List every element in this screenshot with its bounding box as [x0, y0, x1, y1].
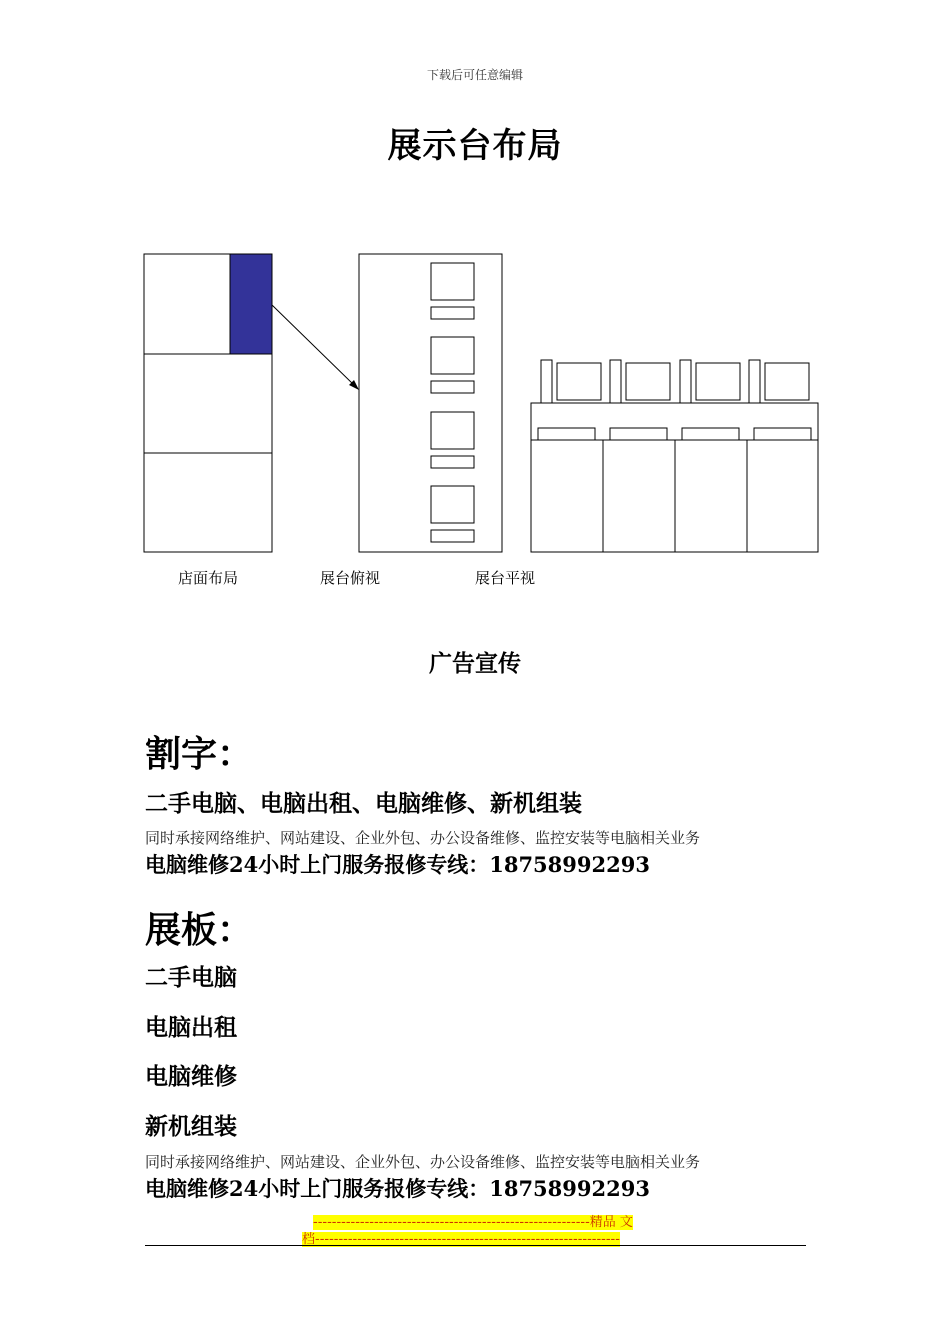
cut-letters-hotline: 电脑维修24小时上门服务报修专线：18758992293: [145, 852, 650, 877]
display-board-item: 电脑维修: [145, 1063, 237, 1090]
cut-letters-services: 同时承接网络维护、网站建设、企业外包、办公设备维修、监控安装等电脑相关业务: [145, 829, 701, 847]
store-layout-figure: [144, 254, 272, 552]
display-board-item: 二手电脑: [145, 964, 237, 991]
cut-letters-slogan: 二手电脑、电脑出租、电脑维修、新机组装: [145, 790, 582, 817]
footer-text-2: 档-----------------------------------------------------------------: [302, 1232, 620, 1247]
footer-text-1: -----------------------------------------------------------精品 文: [313, 1215, 633, 1230]
highlight-block: [230, 254, 272, 354]
display-board-services: 同时承接网络维护、网站建设、企业外包、办公设备维修、监控安装等电脑相关业务: [145, 1153, 701, 1171]
section-title: 广告宣传: [429, 650, 521, 677]
page-title: 展示台布局: [387, 126, 563, 166]
cut-letters-heading: 割字：: [145, 733, 254, 775]
top-view-figure: [359, 254, 502, 552]
display-board-hotline: 电脑维修24小时上门服务报修专线：18758992293: [145, 1176, 650, 1201]
display-board-heading: 展板：: [145, 909, 254, 951]
header-note: 下载后可任意编辑: [426, 68, 523, 82]
caption-front-view: 展台平视: [475, 569, 536, 587]
footer-divider: [145, 1245, 806, 1246]
layout-diagram: [0, 230, 950, 570]
front-view-figure: [531, 360, 818, 552]
display-board-item: 电脑出租: [145, 1014, 237, 1041]
caption-top-view: 展台俯视: [320, 569, 381, 587]
arrow: [272, 305, 359, 390]
caption-store-layout: 店面布局: [178, 569, 239, 587]
display-board-item: 新机组装: [145, 1113, 237, 1140]
